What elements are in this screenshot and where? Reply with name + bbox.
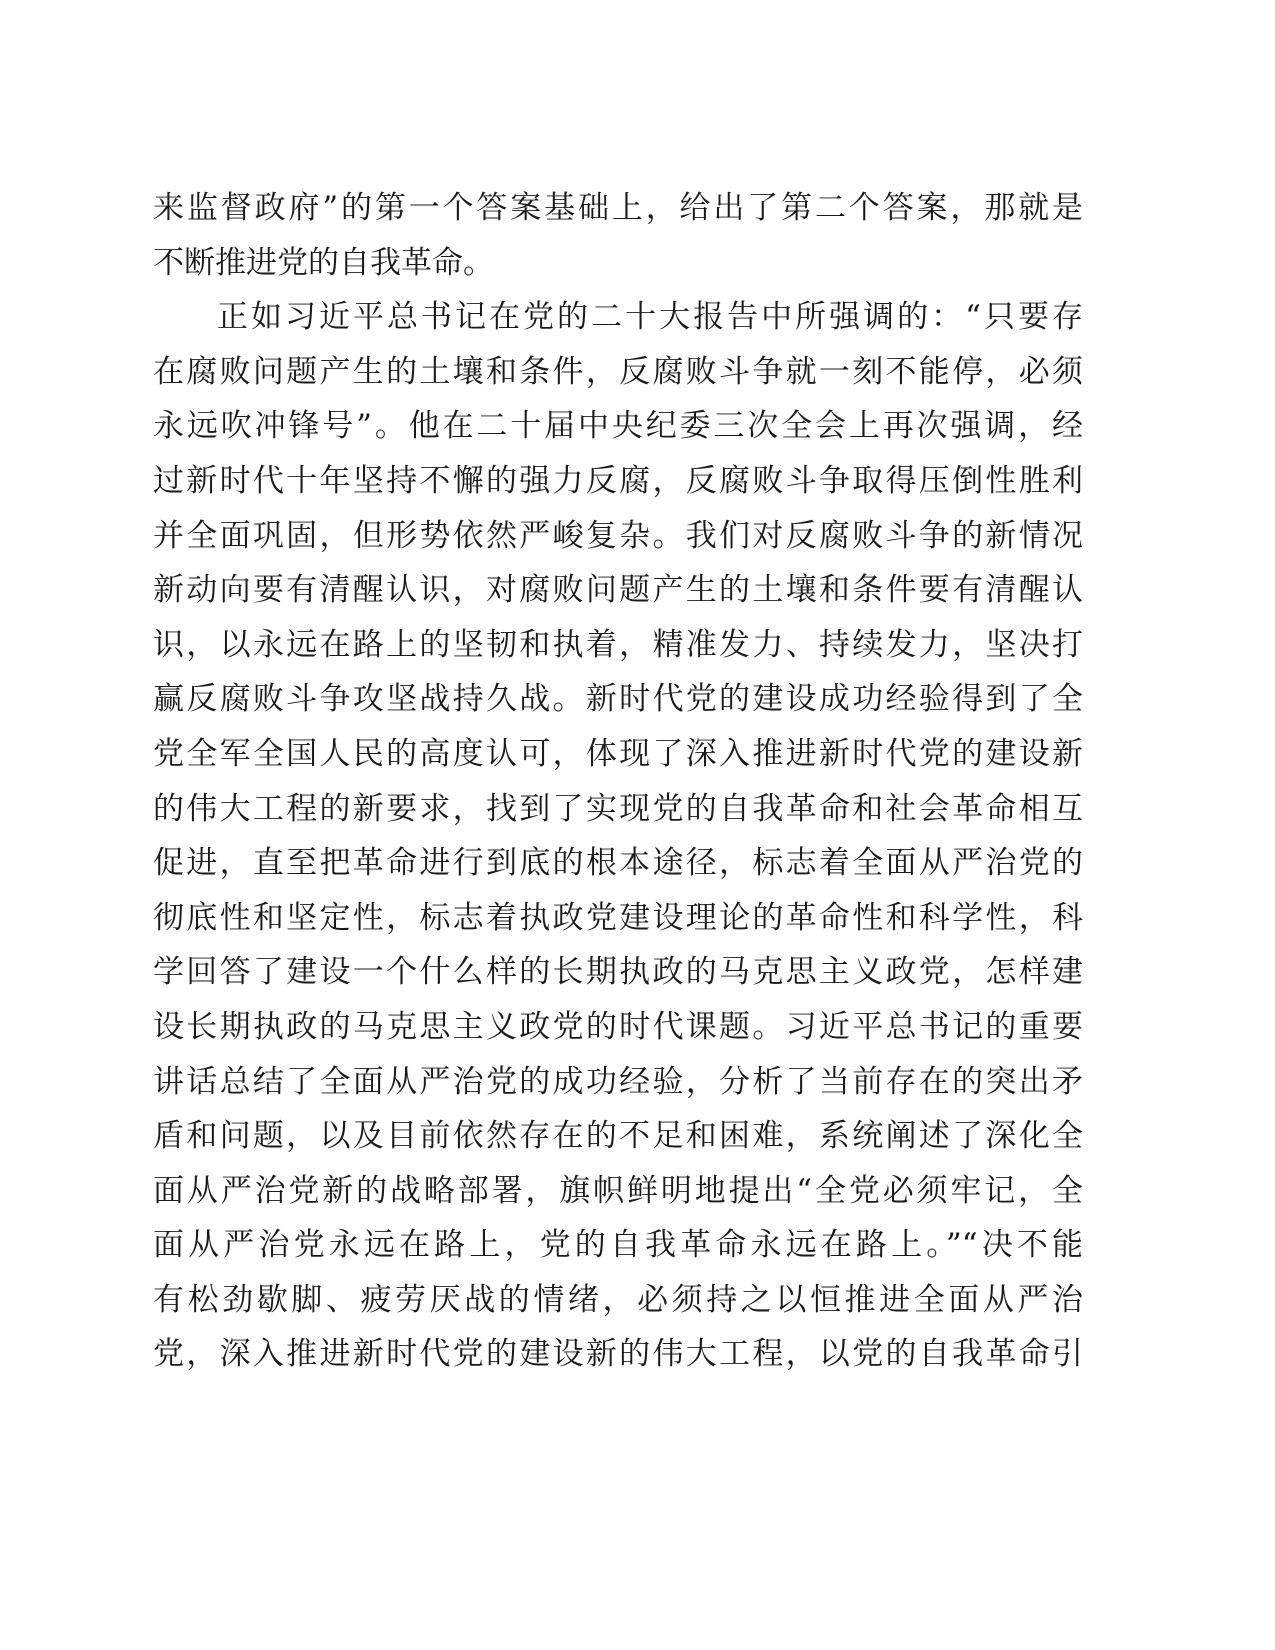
text-line: 盾和问题，以及目前依然存在的不足和困难，系统阐述了深化全	[153, 1118, 1083, 1155]
paragraph-first-line: 正如习近平总书记在党的二十大报告中所强调的：“只要存	[217, 299, 1083, 336]
text-line: 党，深入推进新时代党的建设新的伟大工程，以党的自我革命引	[153, 1336, 1083, 1373]
text-line: 党全军全国人民的高度认可，体现了深入推进新时代党的建设新	[153, 735, 1083, 772]
body-text	[153, 181, 1083, 1382]
text-line: 新动向要有清醒认识，对腐败问题产生的土壤和条件要有清醒认	[153, 572, 1083, 609]
text-line: 过新时代十年坚持不懈的强力反腐，反腐败斗争取得压倒性胜利	[153, 462, 1083, 499]
text-line: 的伟大工程的新要求，找到了实现党的自我革命和社会革命相互	[153, 790, 1083, 827]
text-line: 并全面巩固，但形势依然严峻复杂。我们对反腐败斗争的新情况	[153, 517, 1083, 554]
text-line: 不断推进党的自我革命。	[153, 244, 494, 281]
text-line: 永远吹冲锋号”。他在二十届中央纪委三次全会上再次强调，经	[153, 408, 1083, 445]
text-line: 识，以永远在路上的坚韧和执着，精准发力、持续发力，坚决打	[153, 626, 1083, 663]
text-line: 来监督政府”的第一个答案基础上，给出了第二个答案，那就是	[153, 190, 1083, 226]
text-line: 学回答了建设一个什么样的长期执政的马克思主义政党，怎样建	[153, 954, 1083, 991]
text-line: 在腐败问题产生的土壤和条件，反腐败斗争就一刻不能停，必须	[153, 353, 1083, 390]
text-line: 有松劲歇脚、疲劳厌战的情绪，必须持之以恒推进全面从严治	[153, 1281, 1083, 1318]
text-line: 讲话总结了全面从严治党的成功经验，分析了当前存在的突出矛	[153, 1063, 1083, 1100]
text-line: 面从严治党新的战略部署，旗帜鲜明地提出“全党必须牢记，全	[153, 1172, 1083, 1209]
text-line: 设长期执政的马克思主义政党的时代课题。习近平总书记的重要	[153, 1008, 1083, 1045]
text-line: 促进，直至把革命进行到底的根本途径，标志着全面从严治党的	[153, 845, 1083, 882]
text-line: 赢反腐败斗争攻坚战持久战。新时代党的建设成功经验得到了全	[153, 681, 1083, 718]
text-line: 彻底性和坚定性，标志着执政党建设理论的革命性和科学性，科	[153, 899, 1083, 936]
text-line: 面从严治党永远在路上，党的自我革命永远在路上。”“决不能	[153, 1227, 1083, 1264]
